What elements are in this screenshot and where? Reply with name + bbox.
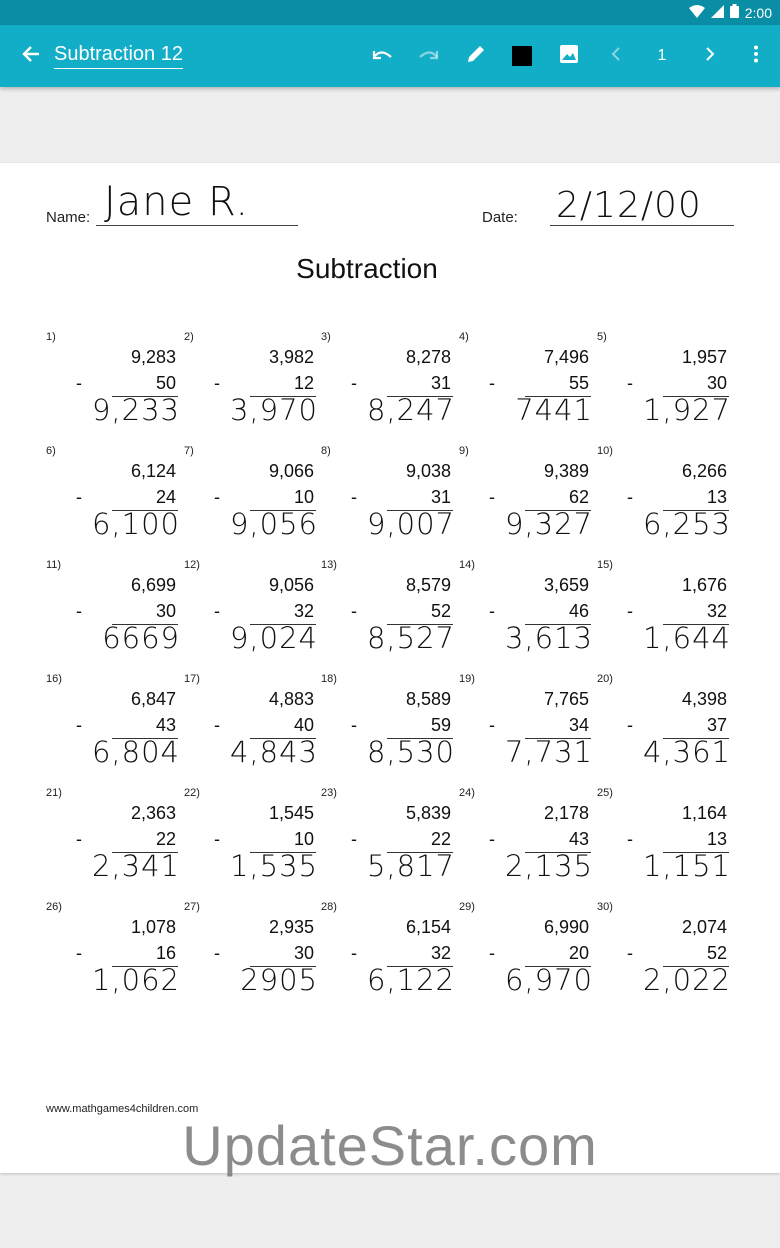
color-swatch [512, 46, 532, 66]
problem-number: 6) [46, 445, 56, 457]
handwritten-answer: 6,122 [366, 963, 455, 997]
date-label: Date: [482, 209, 518, 226]
minus-sign: - [76, 715, 82, 735]
problem [184, 787, 318, 897]
handwritten-date: 2/12/00 [556, 185, 702, 226]
subtrahend: 40 [293, 715, 314, 735]
subtrahend: 30 [293, 943, 314, 963]
problem [46, 445, 180, 555]
handwritten-answer: 1,062 [91, 963, 180, 997]
problem-number: 13) [321, 559, 337, 571]
problem-number: 17) [184, 673, 200, 685]
handwritten-answer: 2,022 [642, 963, 731, 997]
minuend: 6,847 [130, 689, 176, 709]
handwritten-answer: 3,613 [504, 621, 593, 655]
minus-sign: - [351, 715, 357, 735]
minuend: 4,398 [681, 689, 727, 709]
problem [597, 559, 731, 669]
minuend: 3,659 [543, 575, 589, 595]
minus-sign: - [214, 601, 220, 621]
footer-url: www.mathgames4children.com [46, 1103, 199, 1115]
handwritten-answer: 7441 [515, 393, 593, 427]
problem-number: 30) [597, 901, 613, 913]
minus-sign: - [489, 373, 495, 393]
problem-number: 7) [184, 445, 194, 457]
problem-number: 27) [184, 901, 200, 913]
minus-sign: - [627, 715, 633, 735]
problem [597, 673, 731, 783]
problem [597, 787, 731, 897]
minuend: 1,078 [130, 917, 176, 937]
minuend: 9,389 [543, 461, 589, 481]
problem [459, 331, 593, 441]
problem [459, 901, 593, 1011]
subtrahend: 46 [568, 601, 589, 621]
minuend: 9,038 [405, 461, 451, 481]
problem [321, 445, 455, 555]
handwritten-answer: 6669 [102, 621, 180, 655]
problem-number: 18) [321, 673, 337, 685]
problem [597, 331, 731, 441]
pencil-icon [466, 44, 486, 69]
handwritten-answer: 6,804 [91, 735, 180, 769]
handwritten-answer: 2,341 [91, 849, 180, 883]
problem [46, 901, 180, 1011]
handwritten-answer: 1,644 [642, 621, 731, 655]
problem-number: 9) [459, 445, 469, 457]
problem [459, 559, 593, 669]
minuend: 6,154 [405, 917, 451, 937]
problem-number: 11) [46, 559, 62, 571]
minus-sign: - [214, 715, 220, 735]
name-line [96, 225, 298, 226]
minus-sign: - [489, 943, 495, 963]
minuend: 2,935 [268, 917, 314, 937]
subtrahend: 22 [430, 829, 451, 849]
date-line [550, 225, 734, 226]
subtrahend: 37 [706, 715, 727, 735]
app-toolbar [0, 25, 780, 87]
minus-sign: - [76, 373, 82, 393]
problem-number: 25) [597, 787, 613, 799]
handwritten-answer: 2905 [240, 963, 318, 997]
problem-number: 24) [459, 787, 475, 799]
next-page-button[interactable] [688, 25, 732, 87]
subtrahend: 10 [293, 829, 314, 849]
minuend: 1,545 [268, 803, 314, 823]
minus-sign: - [351, 943, 357, 963]
handwritten-answer: 8,527 [366, 621, 455, 655]
subtrahend: 31 [430, 373, 451, 393]
problem-number: 8) [321, 445, 331, 457]
problem [459, 787, 593, 897]
problem [597, 901, 731, 1011]
redo-button[interactable] [407, 25, 451, 87]
problem-number: 28) [321, 901, 337, 913]
problem [184, 445, 318, 555]
document-title[interactable]: Subtraction 12 [54, 43, 183, 69]
handwritten-answer: 9,024 [229, 621, 318, 655]
status-bar [0, 0, 780, 25]
minuend: 6,124 [130, 461, 176, 481]
problem [321, 331, 455, 441]
problem-number: 20) [597, 673, 613, 685]
signal-icon [711, 5, 724, 21]
subtrahend: 43 [155, 715, 176, 735]
wifi-icon [689, 5, 705, 21]
minus-sign: - [76, 943, 82, 963]
previous-page-button[interactable] [594, 25, 638, 87]
minus-sign: - [627, 373, 633, 393]
image-icon [559, 44, 579, 69]
problem-number: 26) [46, 901, 62, 913]
problem-number: 21) [46, 787, 62, 799]
problem-number: 5) [597, 331, 607, 343]
pen-button[interactable] [454, 25, 498, 87]
subtrahend: 34 [568, 715, 589, 735]
problem-number: 23) [321, 787, 337, 799]
minus-sign: - [214, 829, 220, 849]
minuend: 7,765 [543, 689, 589, 709]
subtrahend: 20 [568, 943, 589, 963]
name-label: Name: [46, 209, 91, 226]
handwritten-answer: 9,007 [366, 507, 455, 541]
subtrahend: 52 [430, 601, 451, 621]
worksheet-title: Subtraction [296, 253, 438, 284]
problem [459, 673, 593, 783]
minus-sign: - [351, 373, 357, 393]
back-button[interactable] [9, 25, 53, 87]
problem [321, 787, 455, 897]
handwritten-answer: 4,361 [642, 735, 731, 769]
minus-sign: - [627, 829, 633, 849]
minus-sign: - [489, 715, 495, 735]
problem-number: 1) [46, 331, 56, 343]
minus-sign: - [214, 373, 220, 393]
minus-sign: - [76, 601, 82, 621]
subtrahend: 59 [430, 715, 451, 735]
minuend: 5,839 [405, 803, 451, 823]
handwritten-answer: 9,233 [91, 393, 180, 427]
handwritten-answer: 6,100 [91, 507, 180, 541]
arrow-back-icon [22, 45, 40, 68]
subtrahend: 62 [568, 487, 589, 507]
problem [46, 331, 180, 441]
handwritten-answer: 4,843 [229, 735, 318, 769]
redo-icon [418, 47, 440, 66]
handwritten-answer: 1,927 [642, 393, 731, 427]
minus-sign: - [627, 487, 633, 507]
handwritten-answer: 7,731 [504, 735, 593, 769]
minuend: 2,363 [130, 803, 176, 823]
minuend: 3,982 [268, 347, 314, 367]
handwritten-answer: 8,247 [366, 393, 455, 427]
minus-sign: - [489, 829, 495, 849]
minus-sign: - [214, 487, 220, 507]
battery-icon [730, 4, 739, 21]
undo-button[interactable] [360, 25, 404, 87]
subtrahend: 32 [706, 601, 727, 621]
subtrahend: 50 [155, 373, 176, 393]
problem-number: 10) [597, 445, 613, 457]
problem-number: 12) [184, 559, 200, 571]
watermark: UpdateStar.com [182, 1114, 598, 1177]
minuend: 6,699 [130, 575, 176, 595]
handwritten-name: Jane R. [104, 179, 250, 225]
minus-sign: - [76, 829, 82, 849]
minus-sign: - [627, 601, 633, 621]
minus-sign: - [627, 943, 633, 963]
subtrahend: 22 [155, 829, 176, 849]
problem-number: 29) [459, 901, 475, 913]
handwritten-answer: 9,056 [229, 507, 318, 541]
problem [184, 559, 318, 669]
problem-number: 16) [46, 673, 62, 685]
subtrahend: 16 [155, 943, 176, 963]
problem [597, 445, 731, 555]
handwritten-answer: 6,253 [642, 507, 731, 541]
minus-sign: - [489, 487, 495, 507]
problem [46, 559, 180, 669]
subtrahend: 10 [293, 487, 314, 507]
problem [184, 331, 318, 441]
subtrahend: 52 [706, 943, 727, 963]
subtrahend: 32 [293, 601, 314, 621]
minuend: 1,164 [681, 803, 727, 823]
handwritten-answer: 6,970 [504, 963, 593, 997]
problem [321, 673, 455, 783]
problem-number: 19) [459, 673, 475, 685]
subtrahend: 30 [155, 601, 176, 621]
minus-sign: - [351, 487, 357, 507]
handwritten-answer: 1,151 [642, 849, 731, 883]
problem-number: 4) [459, 331, 469, 343]
problem [46, 673, 180, 783]
subtrahend: 12 [293, 373, 314, 393]
minus-sign: - [214, 943, 220, 963]
subtrahend: 32 [430, 943, 451, 963]
subtrahend: 13 [706, 487, 727, 507]
page-number: 1 [657, 47, 667, 64]
subtrahend: 43 [568, 829, 589, 849]
undo-icon [371, 47, 393, 66]
minuend: 8,589 [405, 689, 451, 709]
problem-number: 2) [184, 331, 194, 343]
minuend: 1,957 [681, 347, 727, 367]
subtrahend: 31 [430, 487, 451, 507]
subtrahend: 30 [706, 373, 727, 393]
minuend: 1,676 [681, 575, 727, 595]
handwritten-answer: 3,970 [229, 393, 318, 427]
problem [184, 673, 318, 783]
problem [459, 445, 593, 555]
problem-number: 3) [321, 331, 331, 343]
color-picker-button[interactable] [500, 25, 544, 87]
handwritten-answer: 2,135 [504, 849, 593, 883]
minuend: 6,990 [543, 917, 589, 937]
problem-number: 22) [184, 787, 200, 799]
minuend: 8,579 [405, 575, 451, 595]
chevron-right-icon [705, 47, 715, 66]
minuend: 7,496 [543, 347, 589, 367]
problem-number: 14) [459, 559, 475, 571]
minus-sign: - [351, 601, 357, 621]
handwritten-answer: 1,535 [229, 849, 318, 883]
minuend: 2,074 [681, 917, 727, 937]
minus-sign: - [76, 487, 82, 507]
minuend: 4,883 [268, 689, 314, 709]
minus-sign: - [489, 601, 495, 621]
minuend: 6,266 [681, 461, 727, 481]
problem [321, 559, 455, 669]
minuend: 9,066 [268, 461, 314, 481]
subtrahend: 24 [155, 487, 176, 507]
minuend: 2,178 [543, 803, 589, 823]
chevron-left-icon [611, 47, 621, 66]
status-time: 2:00 [744, 4, 772, 21]
insert-image-button[interactable] [547, 25, 591, 87]
minuend: 8,278 [405, 347, 451, 367]
problem [321, 901, 455, 1011]
handwritten-answer: 5,817 [366, 849, 455, 883]
minuend: 9,283 [130, 347, 176, 367]
problem [46, 787, 180, 897]
worksheet-page[interactable] [0, 163, 780, 1177]
subtrahend: 13 [706, 829, 727, 849]
problem [184, 901, 318, 1011]
minuend: 9,056 [268, 575, 314, 595]
handwritten-answer: 9,327 [504, 507, 593, 541]
handwritten-answer: 8,530 [366, 735, 455, 769]
minus-sign: - [351, 829, 357, 849]
more-vert-icon [753, 45, 759, 68]
subtrahend: 55 [568, 373, 589, 393]
overflow-menu-button[interactable] [734, 25, 778, 87]
problem-number: 15) [597, 559, 613, 571]
